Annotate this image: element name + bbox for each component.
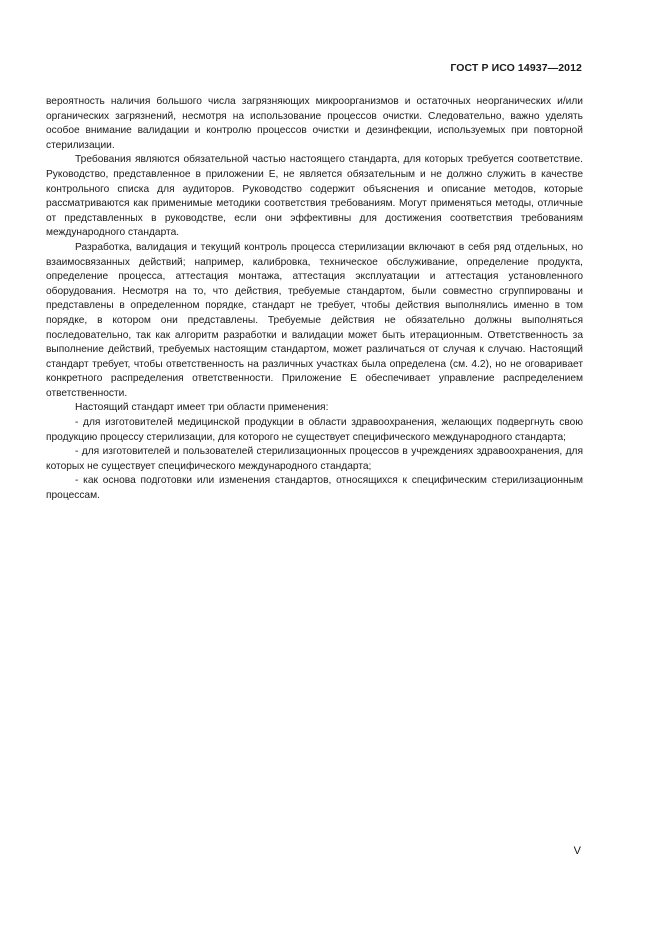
list-item-users: - для изготовителей и пользователей стерилизационных процессов в учреждениях здравоохранения, для которых не существует специфического международного стандарта; (46, 446, 583, 472)
page-number: V (573, 845, 581, 857)
paragraph-development: Разработка, валидация и текущий контроль процесса стерилизации включают в себя ряд отдельных, но взаимосвязанных действий; например, калибровка, техническое обслуживание, определение продукта, определение процесса, аттестация монтажа, аттестация эксплуатации и аттестация установленного оборудования. Несмотря на то, что действия, требуемые стандартом, были совместно сгруппированы и представлены в определенном порядке, стандарт не требует, чтобы действия выполнялись именно в том порядке, в котором они представлены. Требуемые действия не обязательно должны выполняться последовательно, так как алгоритм разработки и валидации может быть итерационным. Ответственность за выполнение действий, требуемых настоящим стандартом, может различаться от случая к случаю. Настоящий стандарт требует, чтобы ответственность на различных участках была определена (см. 4.2), но не оговаривает конкретного распределения ответственности. Приложение Е обеспечивает управление распределением ответственности. (46, 241, 583, 399)
list-item-basis: - как основа подготовки или изменения стандартов, относящихся к специфическим стерилизационным процессам. (46, 475, 583, 502)
standard-id-header: ГОСТ Р ИСО 14937—2012 (450, 62, 582, 74)
paragraph-scope-intro: Настоящий стандарт имеет три области применения: (75, 402, 329, 414)
paragraph-continuation: вероятность наличия большого числа загрязняющих микроорганизмов и остаточных неорганических и/или органических загрязнений, несмотря на использование процессов очистки. Следовательно, важно уделять особое внимание валидации и контролю процессов очистки и дезинфекции, используемых при повторной стерилизации. (46, 96, 583, 151)
paragraph-requirements: Требования являются обязательной частью настоящего стандарта, для которых требуется соответствие. Руководство, представленное в приложении Е, не является обязательным и не должно служить в качестве контрольного списка для аудиторов. Руководство содержит объяснения и описание методов, которые рассматриваются как применимые методики соответствия требованиям. Могут применяться методы, отличные от представленных в руководстве, если они эффективны для достижения соответствия требованиям международного стандарта. (46, 154, 583, 239)
body-text (46, 95, 583, 504)
list-item-manufacturers: - для изготовителей медицинской продукции в области здравоохранения, желающих подвергнуть свою продукцию процессу стерилизации, для которого не существует специфического международного стандарта; (46, 417, 583, 443)
